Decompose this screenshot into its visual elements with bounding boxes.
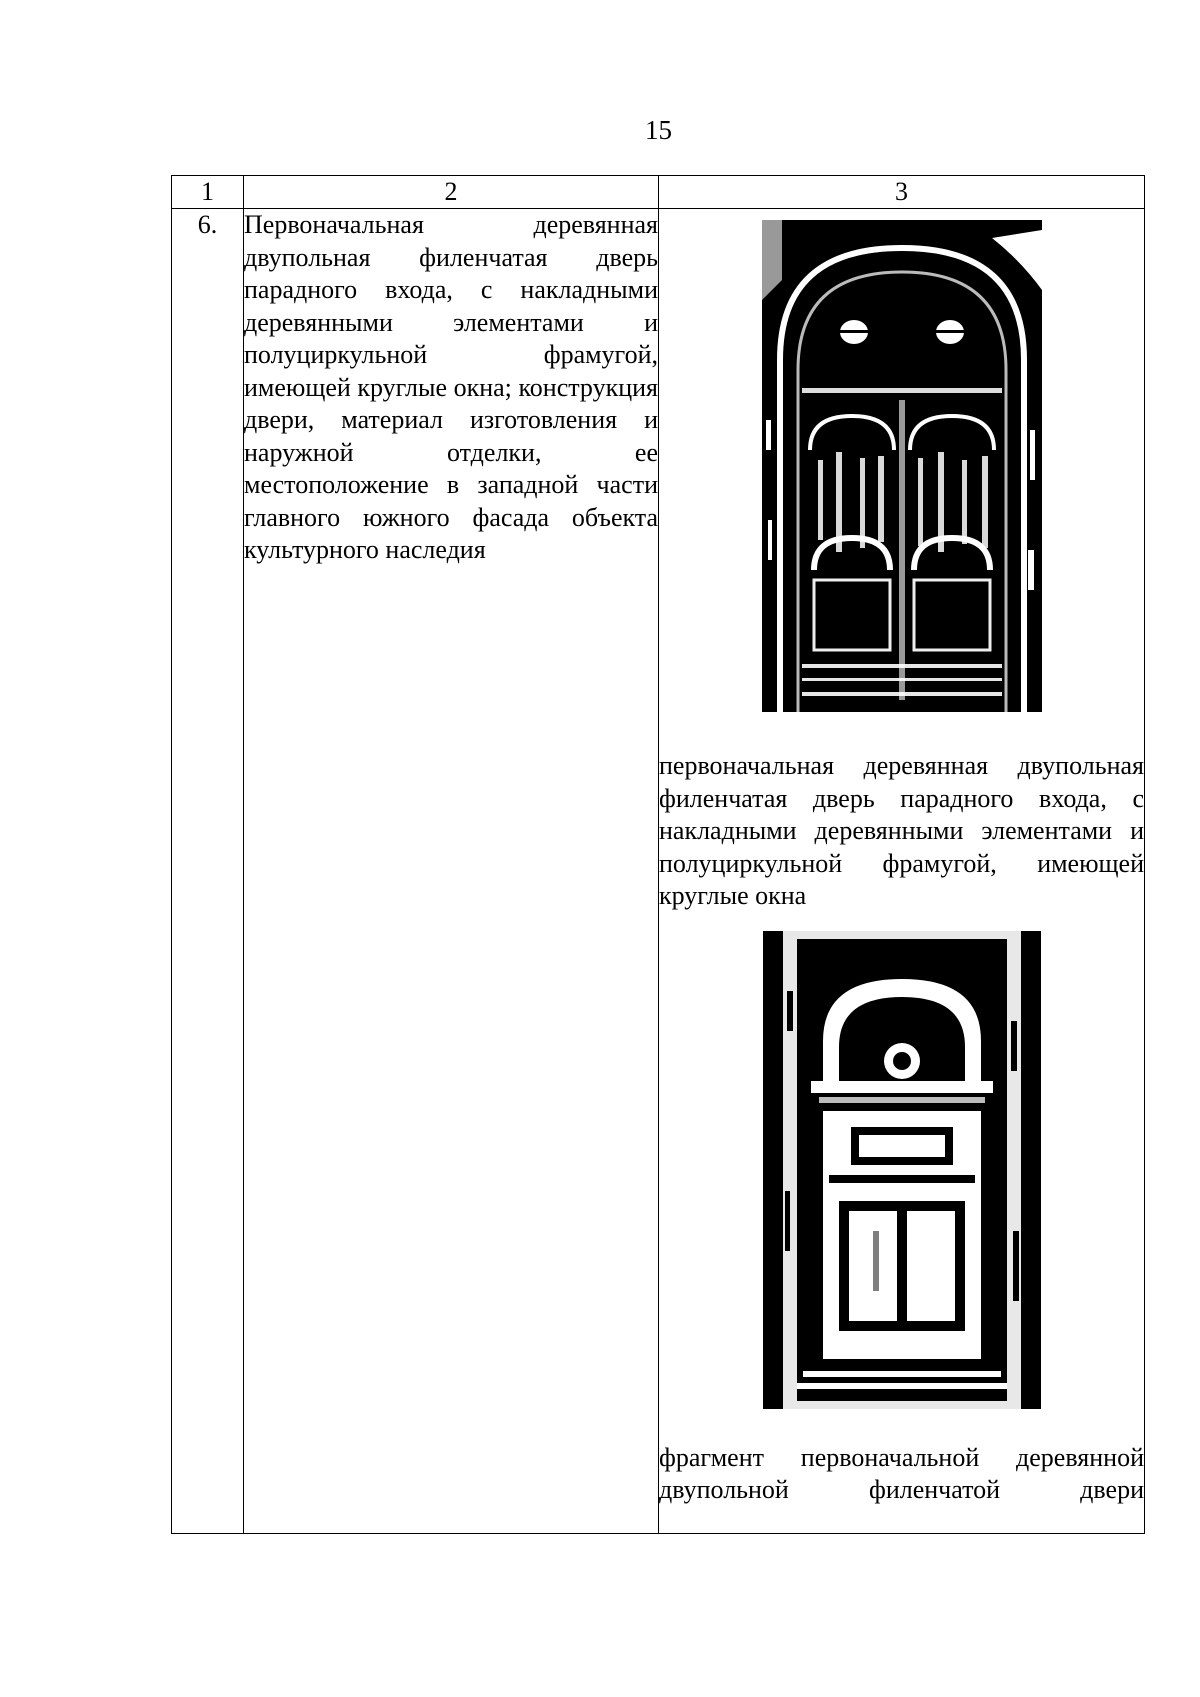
- photo-caption-fragment: фрагмент первоначальной деревянной двупольной филенчатой двери: [659, 1442, 1144, 1504]
- row-description: Первоначальная деревянная двупольная филенчатая дверь парадного входа, с накладными деревянными элементами и полуциркульной фрамугой, имеющей круглые окна; конструкция двери, материал изготовления и наружной отделки, ее местоположение в западной части главного южного фасада объекта культурного наследия: [244, 209, 659, 1534]
- column-header-3: 3: [659, 176, 1145, 209]
- door-photo: [762, 220, 1042, 712]
- column-header-1: 1: [172, 176, 244, 209]
- page-number: 15: [645, 115, 672, 145]
- table-row: [172, 209, 1145, 1534]
- door-fragment-photo: [763, 931, 1041, 1409]
- row-number: 6.: [172, 209, 244, 1534]
- row-photos-cell: [659, 209, 1145, 1534]
- monument-elements-table: [171, 175, 1145, 1534]
- table-header-row: [172, 176, 1145, 209]
- photo-caption-door: первоначальная деревянная двупольная филенчатая дверь парадного входа, с накладными деревянными элементами и полуциркульной фрамугой, имеющей круглые окна: [659, 751, 1144, 910]
- column-header-2: 2: [244, 176, 659, 209]
